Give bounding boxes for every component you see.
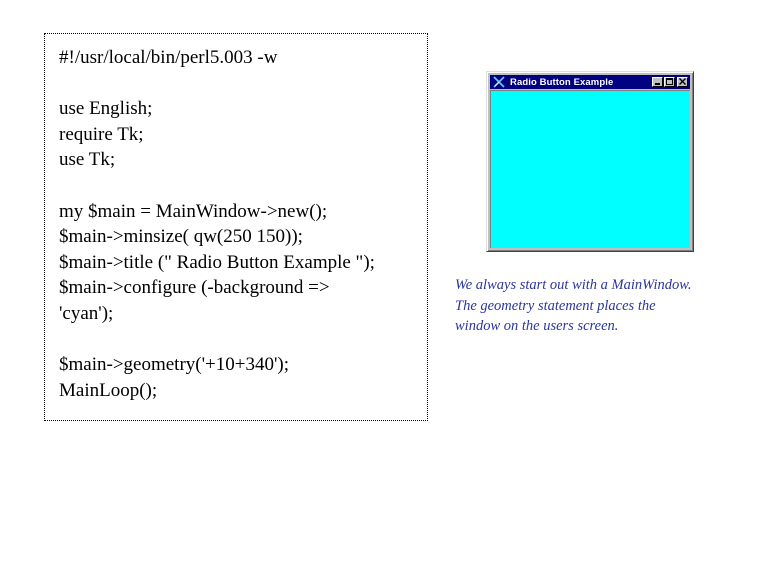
close-icon — [678, 78, 687, 86]
code-line: $main->minsize( qw(250 150)); — [59, 226, 303, 248]
tk-feather-icon[interactable] — [493, 76, 505, 88]
code-line: use Tk; — [59, 149, 116, 171]
maximize-icon — [665, 78, 674, 86]
code-line: #!/usr/local/bin/perl5.003 -w — [59, 47, 278, 68]
code-line — [59, 327, 421, 353]
window-title: Radio Button Example — [510, 76, 614, 88]
code-line: my $main = MainWindow->new(); — [59, 200, 328, 222]
window-controls — [651, 77, 688, 87]
code-listing — [59, 45, 421, 403]
code-line: $main->title (" Radio Button Example "); — [59, 251, 375, 273]
code-line: use English; — [59, 98, 153, 120]
code-line: 'cyan'); — [59, 302, 114, 324]
code-panel — [44, 33, 428, 421]
maximize-button[interactable] — [664, 77, 675, 87]
code-line: require Tk; — [59, 123, 144, 145]
close-button[interactable] — [677, 77, 688, 87]
window-titlebar[interactable] — [490, 75, 690, 89]
code-line — [59, 71, 421, 97]
minimize-icon — [653, 78, 662, 86]
code-line — [59, 173, 421, 199]
radio-button-example-window[interactable] — [486, 71, 694, 252]
code-line: $main->configure (-background => — [59, 277, 330, 299]
minimize-button[interactable] — [652, 77, 663, 87]
code-line: $main->geometry('+10+340'); — [59, 354, 289, 376]
code-line: MainLoop(); — [59, 379, 158, 401]
window-client-area — [490, 90, 690, 248]
caption-text: We always start out with a MainWindow. The geometry statement places the window on the users screen. — [455, 277, 692, 334]
